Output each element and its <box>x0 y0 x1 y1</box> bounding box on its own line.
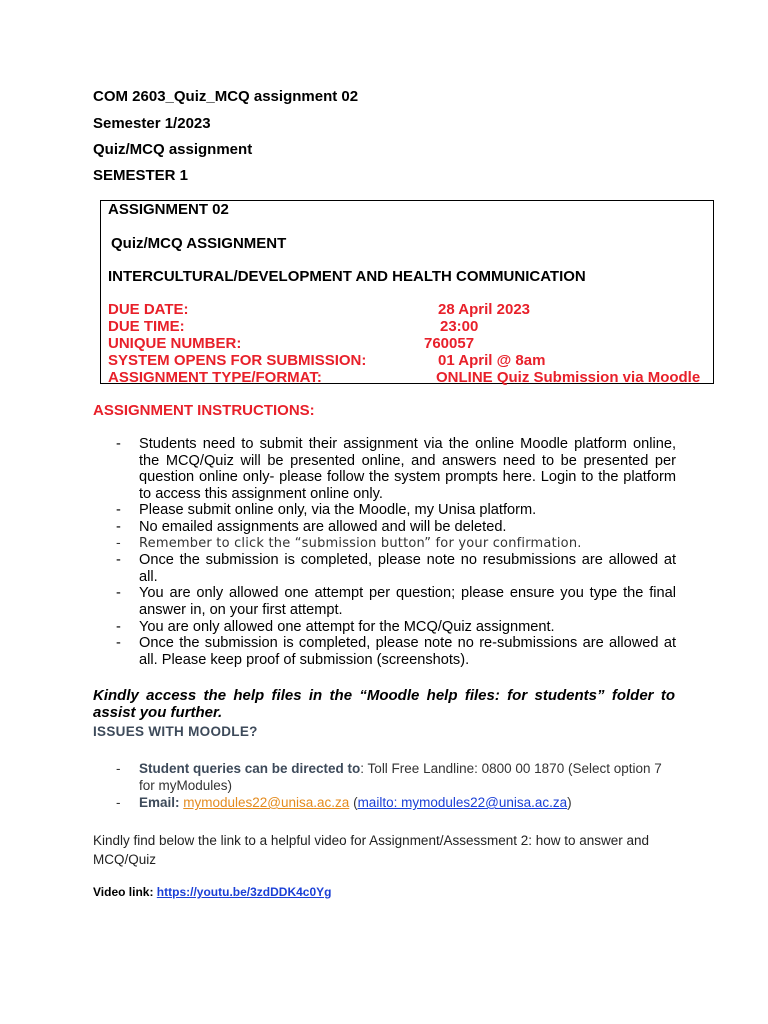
contact-list <box>116 760 676 811</box>
module-title: INTERCULTURAL/DEVELOPMENT AND HEALTH COMMUNICATION <box>108 268 586 285</box>
semester-line: Semester 1/2023 <box>93 115 211 132</box>
list-item: - No emailed assignments are allowed and will be deleted. <box>116 519 676 536</box>
video-line <box>93 885 331 899</box>
email-close-paren: ) <box>567 795 572 810</box>
assignment-type-title: Quiz/MCQ ASSIGNMENT <box>111 235 287 252</box>
assignment-number: ASSIGNMENT 02 <box>108 201 229 218</box>
email-label: Email: <box>139 795 184 810</box>
list-item <box>116 760 676 794</box>
due-time-label: DUE TIME: <box>108 318 185 335</box>
video-link[interactable]: https://youtu.be/3zdDDK4c0Yg <box>156 885 332 899</box>
email-link[interactable]: mymodules22@unisa.ac.za <box>183 795 350 810</box>
email-open-paren: ( <box>349 795 358 810</box>
list-item: - Once the submission is completed, please note no re-submissions are allowed at all. Please keep proof of submission (screenshots). <box>116 635 676 668</box>
semester-caps-line: SEMESTER 1 <box>93 167 189 184</box>
format-value: ONLINE Quiz Submission via Moodle <box>436 369 701 386</box>
mailto-link[interactable]: mailto: mymodules22@unisa.ac.za <box>357 795 568 810</box>
format-label: ASSIGNMENT TYPE/FORMAT: <box>108 369 322 386</box>
queries-text: : Toll Free Landline: 0800 00 1870 (Select option 7 for myModules) <box>139 761 662 793</box>
list-item: - Students need to submit their assignment via the online Moodle platform online, the MCQ/Quiz will be presented online, and answers need to be presented per question online only- please follow the system prompts here. Login to the platform to access this assignment online only. <box>116 436 676 502</box>
course-title: COM 2603_Quiz_MCQ assignment 02 <box>93 88 359 105</box>
issues-heading: ISSUES WITH MOODLE? <box>93 724 258 739</box>
instructions-title: ASSIGNMENT INSTRUCTIONS: <box>93 402 315 419</box>
list-item: - Remember to click the “submission button” for your confirmation. <box>116 536 676 553</box>
system-opens-label: SYSTEM OPENS FOR SUBMISSION: <box>108 352 367 369</box>
due-date-label: DUE DATE: <box>108 301 189 318</box>
video-label: Video link: <box>93 885 157 899</box>
instructions-list <box>116 436 676 668</box>
list-item <box>116 794 676 811</box>
unique-number-value: 760057 <box>424 335 475 352</box>
list-item: - You are only allowed one attempt per question; please ensure you type the final answer in, on your first attempt. <box>116 585 676 618</box>
system-opens-value: 01 April @ 8am <box>438 352 546 369</box>
help-files-note: Kindly access the help files in the “Moodle help files: for students” folder to assist you further. <box>93 687 675 721</box>
due-date-value: 28 April 2023 <box>438 301 530 318</box>
assignment-details-box <box>100 200 714 384</box>
unique-number-label: UNIQUE NUMBER: <box>108 335 242 352</box>
list-item: - Please submit online only, via the Moodle, my Unisa platform. <box>116 502 676 519</box>
list-item: - Once the submission is completed, please note no resubmissions are allowed at all. <box>116 552 676 585</box>
assignment-type-line: Quiz/MCQ assignment <box>93 141 253 158</box>
queries-label: Student queries can be directed to <box>139 761 361 776</box>
video-note: Kindly find below the link to a helpful video for Assignment/Assessment 2: how to answer and MCQ/Quiz <box>93 833 650 867</box>
due-time-value: 23:00 <box>440 318 479 335</box>
list-item: - You are only allowed one attempt for the MCQ/Quiz assignment. <box>116 619 676 636</box>
